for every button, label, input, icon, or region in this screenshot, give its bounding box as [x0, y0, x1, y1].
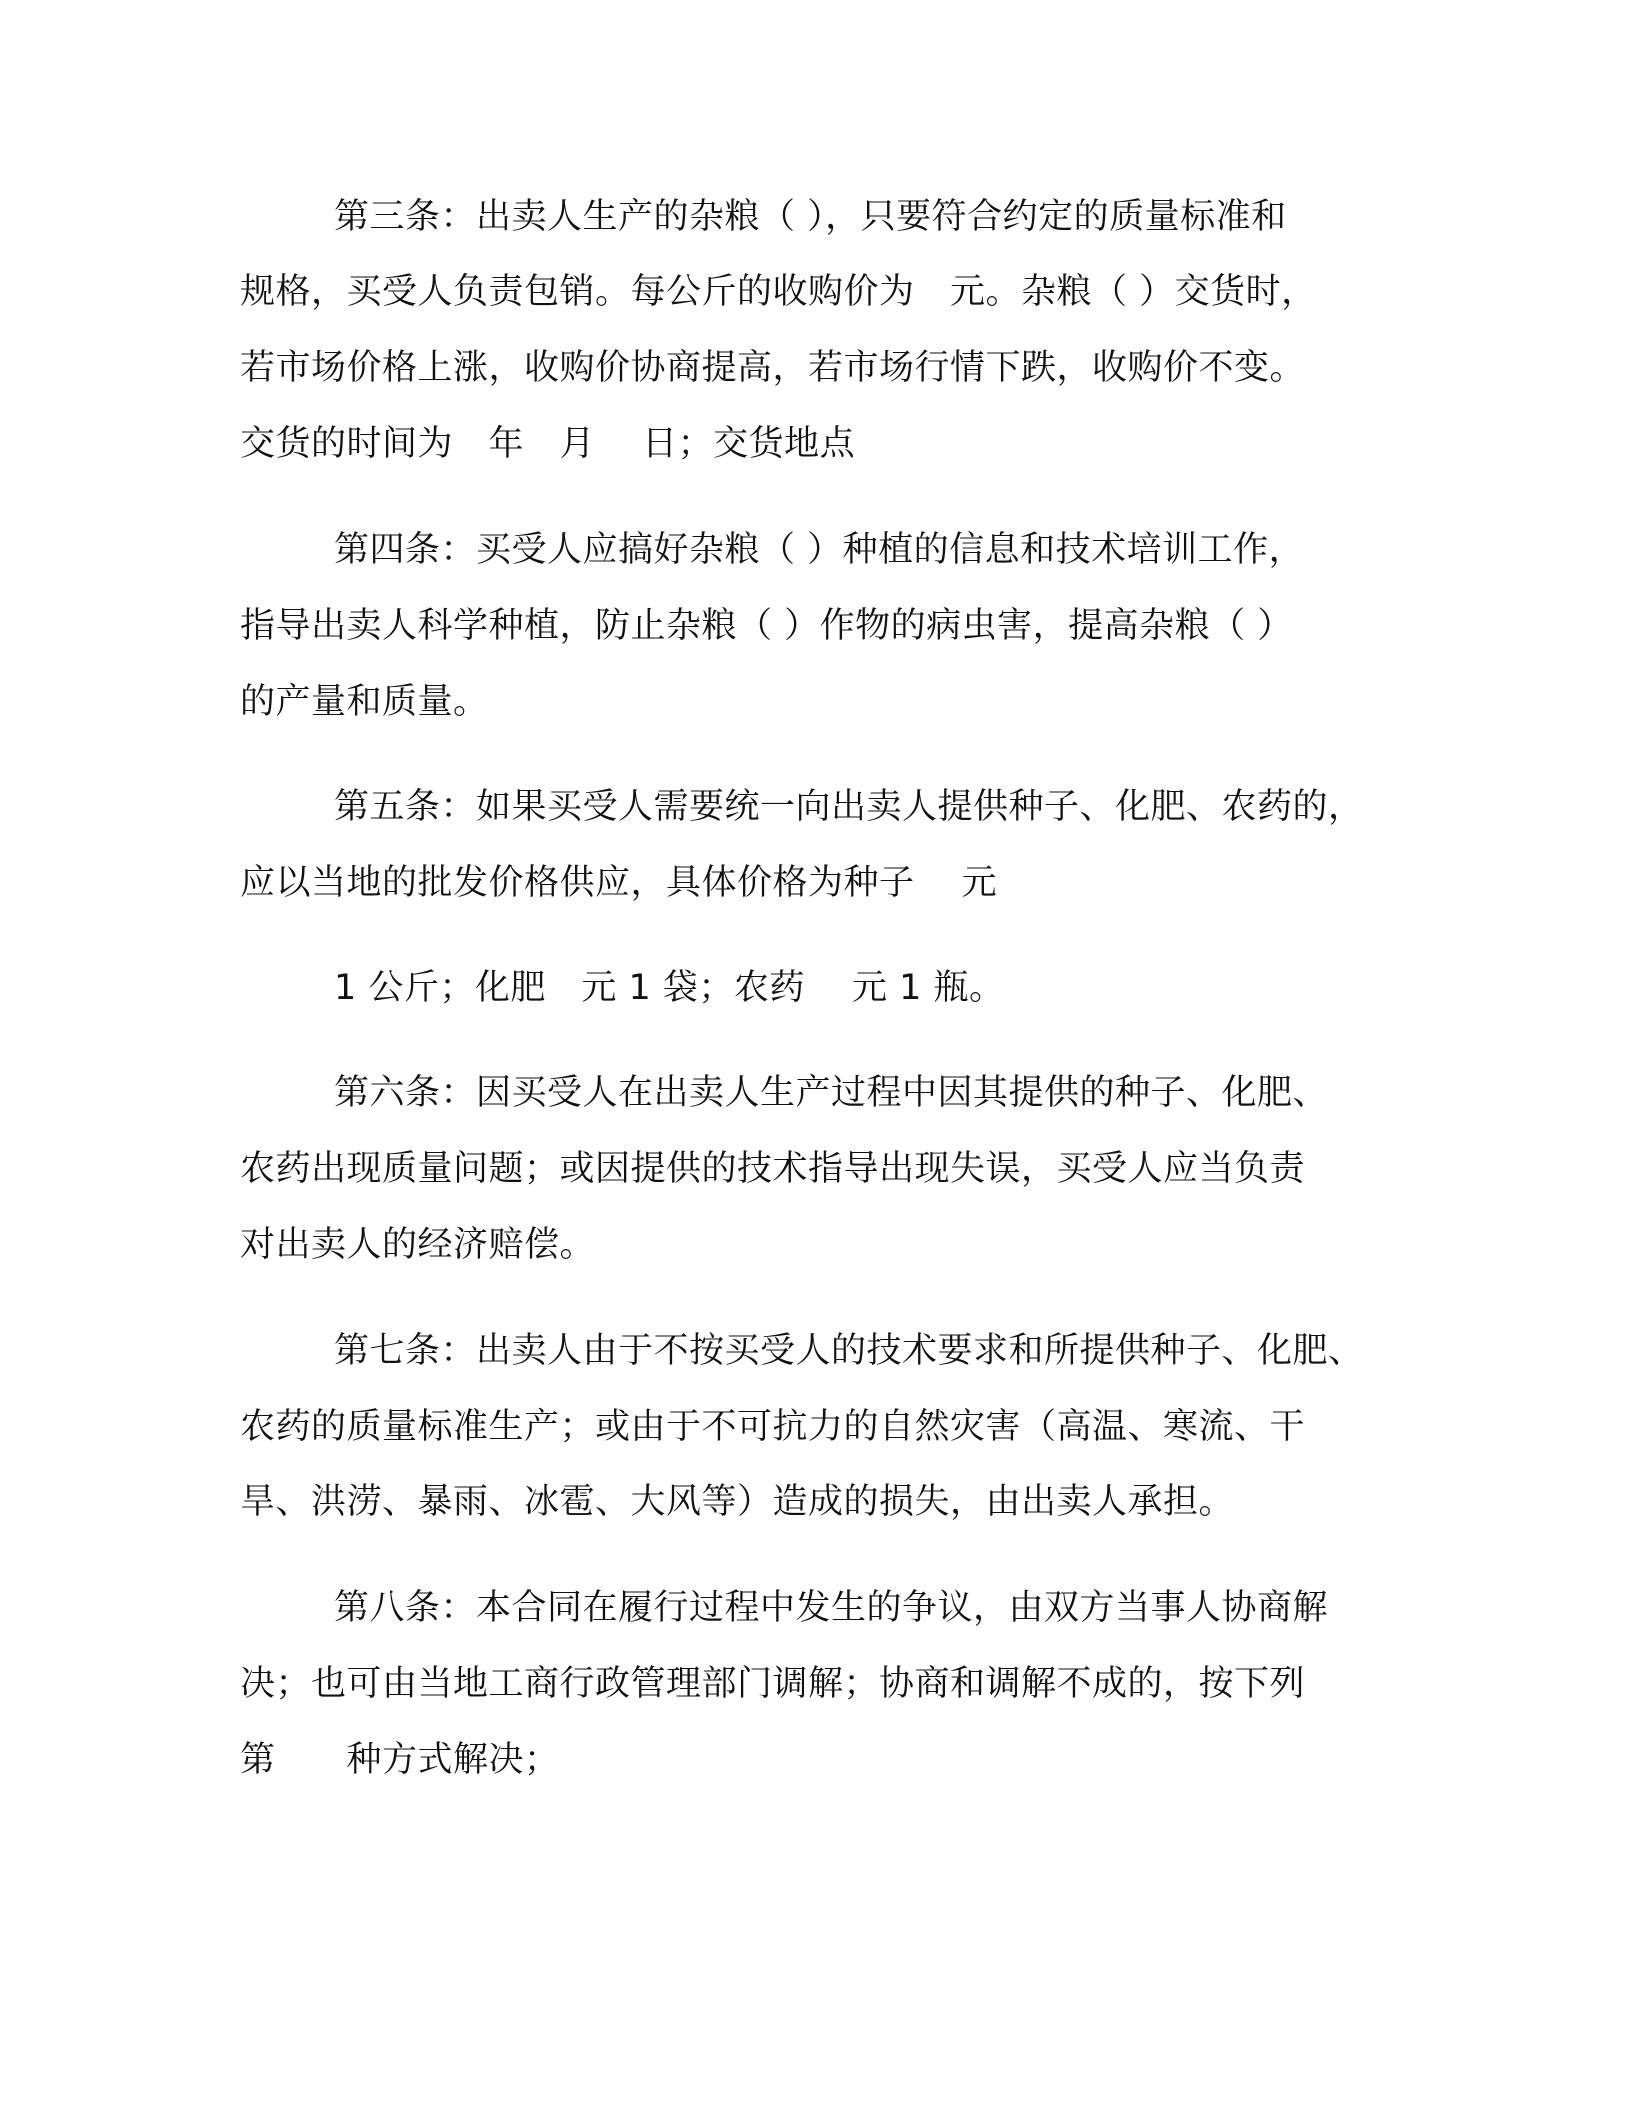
article-8-line-2: 决；也可由当地工商行政管理部门调解；协商和调解不成的，按下列 [240, 1664, 1306, 1704]
article-3-line-4: 交货的时间为 年 月 日；交货地点 [240, 424, 856, 464]
article-6-line-2: 农药出现质量问题；或因提供的技术指导出现失误，买受人应当负责 [240, 1149, 1306, 1189]
article-5-line-2: 应以当地的批发价格供应，具体价格为种子 元 [240, 863, 998, 903]
article-3-line-1: 第三条：出卖人生产的杂粮（ ），只要符合约定的质量标准和 [334, 197, 1287, 237]
article-5-line-1: 第五条：如果买受人需要统一向出卖人提供种子、化肥、农药的， [334, 787, 1364, 827]
article-7-line-1: 第七条：出卖人由于不按买受人的技术要求和所提供种子、化肥、 [334, 1331, 1364, 1371]
article-6-line-1: 第六条：因买受人在出卖人生产过程中因其提供的种子、化肥、 [334, 1073, 1329, 1113]
article-6-line-3: 对出卖人的经济赔偿。 [240, 1225, 596, 1265]
article-7-line-2: 农药的质量标准生产；或由于不可抗力的自然灾害（高温、寒流、干 [240, 1407, 1306, 1447]
article-4-line-2: 指导出卖人科学种植，防止杂粮（ ）作物的病虫害，提高杂粮（ ） [240, 606, 1293, 646]
article-7-line-3: 旱、洪涝、暴雨、冰雹、大风等）造成的损失，由出卖人承担。 [240, 1482, 1235, 1522]
article-3-line-3: 若市场价格上涨，收购价协商提高，若市场行情下跌，收购价不变。 [240, 348, 1306, 388]
article-3-line-2: 规格，买受人负责包销。每公斤的收购价为 元。杂粮（ ）交货时， [240, 272, 1317, 312]
article-4-line-1: 第四条：买受人应搞好杂粮（ ）种植的信息和技术培训工作， [334, 530, 1305, 570]
article-4-line-3: 的产量和质量。 [240, 682, 489, 722]
article-5-line-3: 1 公斤；化肥 元 1 袋；农药 元 1 瓶。 [334, 968, 1005, 1008]
article-8-line-3: 第 种方式解决； [240, 1740, 560, 1780]
article-8-line-1: 第八条：本合同在履行过程中发生的争议，由双方当事人协商解 [334, 1588, 1329, 1628]
